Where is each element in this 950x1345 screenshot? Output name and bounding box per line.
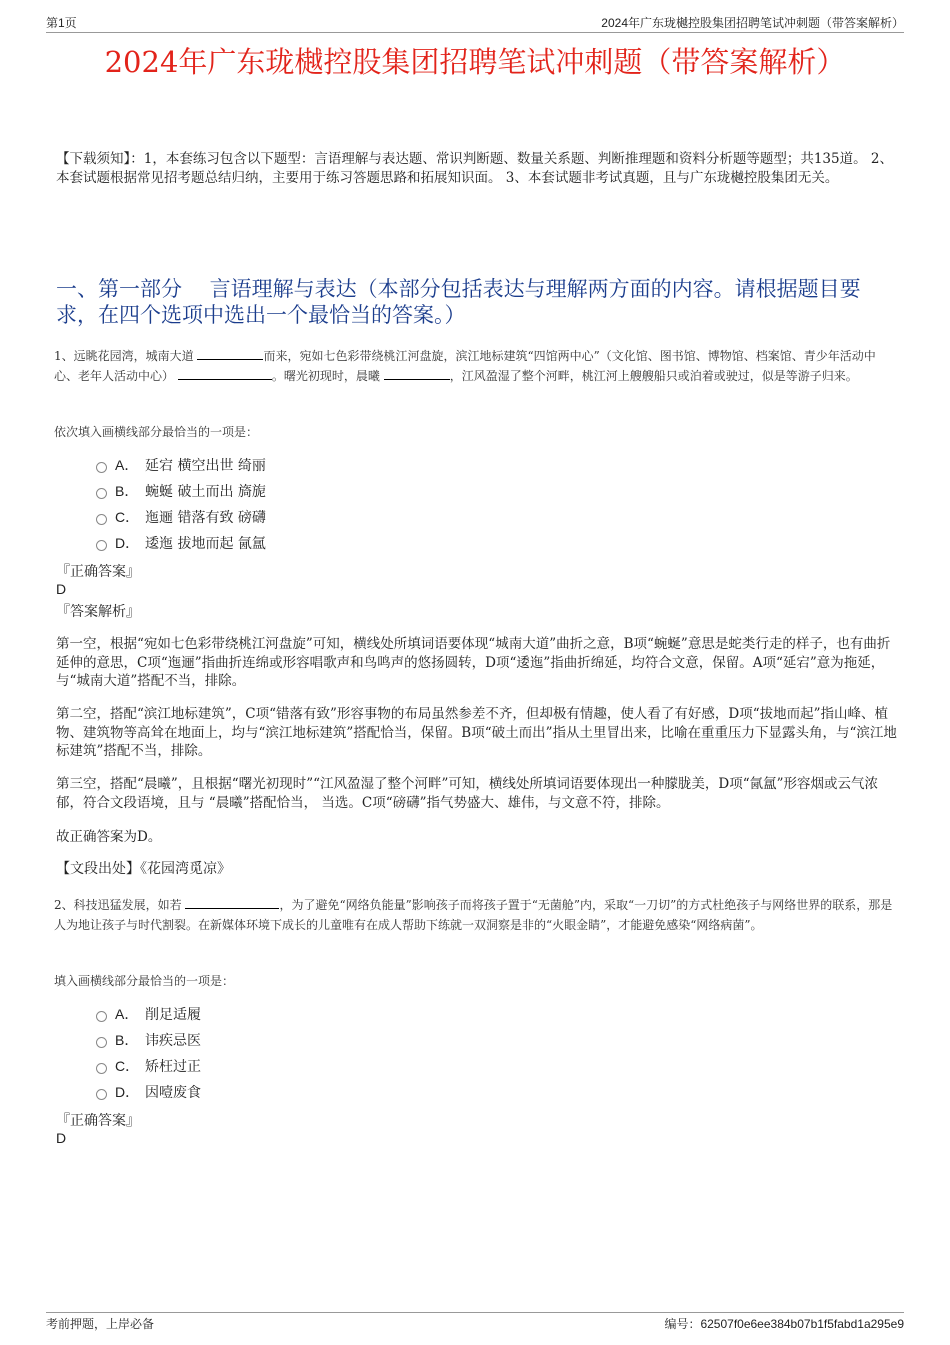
radio-icon[interactable] [96,1089,107,1100]
blank [178,367,272,380]
radio-icon[interactable] [96,1063,107,1074]
q1-text: 而来，宛如七色彩带绕桃江河盘旋，滨江地标建筑“四馆两中心”（文化馆、图书馆、博物馆、档案馆、青少年活动中心、老年人活动中心） [54,349,876,383]
option-text: 削足适履 [145,1007,201,1023]
q1-conclusion: 故正确答案为D。 [56,829,162,845]
option-letter: D． [115,1084,140,1100]
q2-option-a[interactable] [96,1001,941,1027]
option-letter: B． [115,483,139,499]
radio-icon[interactable] [96,1011,107,1022]
question-1-stem [54,346,899,386]
q2-option-b[interactable] [96,1027,941,1053]
option-letter: A． [115,457,139,473]
blank [384,367,450,380]
q1-text: ，江风盈湿了整个河畔，桃江河上艘艘船只或泊着或驶过，似是等游子归来。 [449,369,858,383]
download-notice: 【下载须知】：1，本套练习包含以下题型：言语理解与表达题、常识判断题、数量关系题、判断推理题和资料分析题等题型；共135道。 2、本套试题根据常见招考题总结归纳，主要用于练习答题思路和拓展知识面。 3、本套试题非考试真题，且与广东珑樾控股集团无关。 [56,151,893,186]
document-code: 编号：62507f0e6ee384b07b1f5fabd1a295e9 [664,1317,904,1331]
radio-icon[interactable] [96,540,107,551]
q2-option-c[interactable] [96,1053,941,1079]
option-letter: B． [115,1032,139,1048]
option-letter: A． [115,1006,139,1022]
header-doc-title: 2024年广东珑樾控股集团招聘笔试冲刺题（带答案解析） [601,16,904,30]
option-text: 迤逦 错落有致 磅礴 [145,510,266,526]
q1-text: 。曙光初现时，晨曦 [271,369,380,383]
q1-option-b[interactable] [96,478,941,504]
page-footer [46,1312,904,1332]
radio-icon[interactable] [96,1037,107,1048]
option-text: 因噎废食 [145,1085,201,1101]
q2-text: ，为了避免“网络负能量”影响孩子而将孩子置于“无菌舱”内，采取“一刀切”的方式杜绝孩子与网络世界的联系，那是人为地让孩子与时代割裂。在新媒体环境下成长的儿童唯有在成人帮助下练就一双洞察是非的“火眼金睛”，才能避免感染“网络病菌”。 [54,898,893,932]
option-text: 逶迤 拔地而起 氤氲 [145,536,266,552]
question-1-prompt: 依次填入画横线部分最恰当的一项是： [54,425,259,439]
q1-explanation-3: 第三空，搭配“晨曦”，且根据“曙光初现时”“江风盈湿了整个河畔”可知，横线处所填词语要体现出一种朦胧美，D项“氤氲”形容烟或云气浓郁，符合文段语境，且与 “晨曦”搭配恰当， 当选。C项“磅礴”指气势盛大、雄伟，与文意不符，排除。 [56,776,879,811]
q1-explanation-1: 第一空，根据“宛如七色彩带绕桃江河盘旋”可知，横线处所填词语要体现“城南大道”曲折之意，B项“蜿蜒”意思是蛇类行走的样子，也有曲折延伸的意思，C项“迤逦”指曲折连绵或形容唱歌声和鸟鸣声的悠扬圆转，D项“逶迤”指曲折绵延，均符合文意，保留。A项“延宕”意为拖延，与“城南大道”搭配不当，排除。 [56,636,891,689]
q1-option-a[interactable] [96,452,941,478]
question-2-stem [54,895,899,935]
question-2-prompt: 填入画横线部分最恰当的一项是： [54,974,235,988]
option-text: 矫枉过正 [145,1059,201,1075]
q1-answer-label: 『正确答案』 [56,564,140,580]
q1-text: 1、远眺花园湾，城南大道 [54,349,194,363]
option-text: 延宕 横空出世 绮丽 [145,458,266,474]
page-number: 第1页 [46,16,77,30]
blank [185,896,279,909]
blank [197,347,263,360]
q1-option-d[interactable] [96,530,941,556]
radio-icon[interactable] [96,514,107,525]
q2-option-d[interactable] [96,1079,941,1105]
option-text: 蜿蜒 破土而出 旖旎 [145,484,266,500]
q1-source: 【文段出处】《花园湾觅凉》 [56,861,231,877]
footer-slogan: 考前押题，上岸必备 [46,1317,155,1331]
page-header [46,14,904,33]
radio-icon[interactable] [96,488,107,499]
option-letter: C． [115,1058,140,1074]
q2-answer: D [56,1130,67,1146]
option-letter: C． [115,509,140,525]
q1-explanation-2: 第二空，搭配“滨江地标建筑”，C项“错落有致”形容事物的布局虽然参差不齐，但却极有情趣，使人看了有好感，D项“拔地而起”指山峰、植物、建筑物等高耸在地面上，均与“滨江地标建筑”搭配恰当，保留。B项“破土而出”指从土里冒出来，比喻在重重压力下显露头角，与“滨江地标建筑”搭配不当，排除。 [56,706,897,759]
radio-icon[interactable] [96,462,107,473]
q2-answer-label: 『正确答案』 [56,1113,140,1129]
section-heading: 一、第一部分 言语理解与表达（本部分包括表达与理解两方面的内容。请根据题目要求，在四个选项中选出一个最恰当的答案。） [56,277,861,327]
q1-answer: D [56,581,67,597]
q2-text: 2、科技迅猛发展，如若 [54,898,182,912]
option-text: 讳疾忌医 [145,1033,201,1049]
document-title: 2024年广东珑樾控股集团招聘笔试冲刺题（带答案解析） [104,45,846,79]
q1-option-c[interactable] [96,504,941,530]
option-letter: D． [115,535,140,551]
q1-explanation-label: 『答案解析』 [56,604,140,620]
